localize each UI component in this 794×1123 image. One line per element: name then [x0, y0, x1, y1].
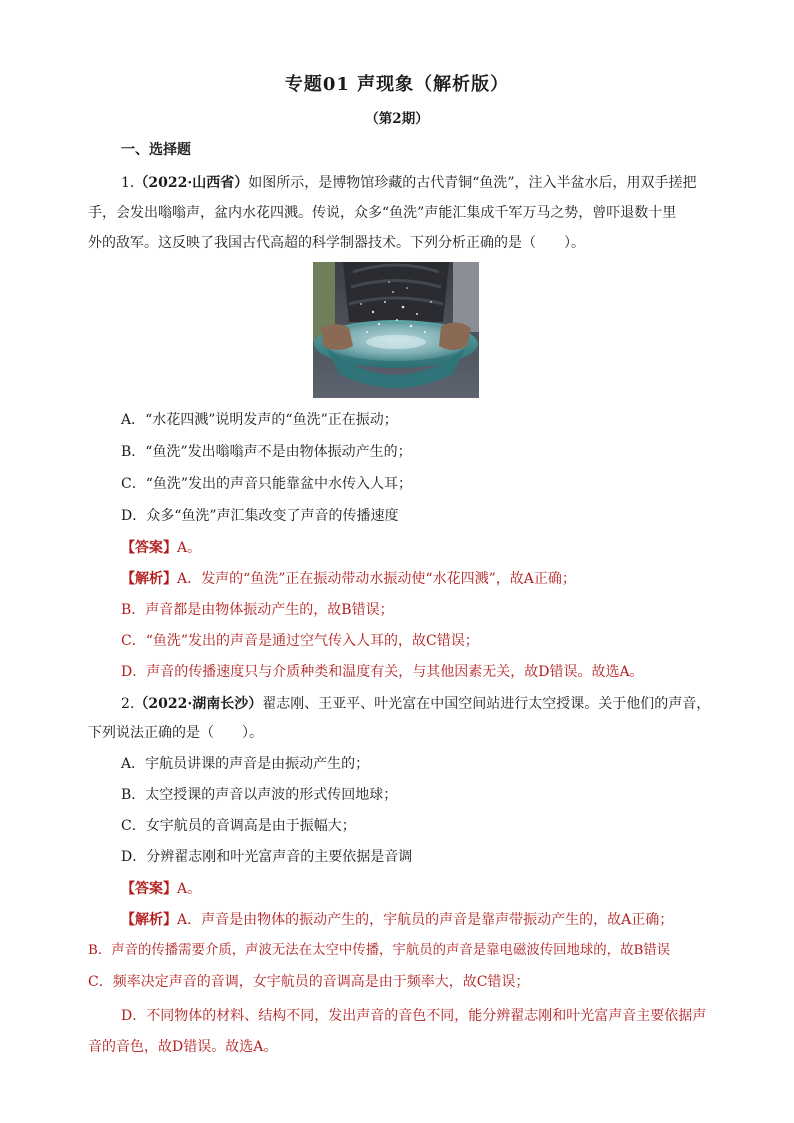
q1-analysis-label: 【解析】	[121, 571, 177, 587]
q2-analysis-line-5: 音的音色，故D错误。故选A。	[88, 1039, 278, 1055]
page-title: 专题01 声现象（解析版）	[284, 74, 510, 95]
q1-option-d: D．众多“鱼洗”声汇集改变了声音的传播速度	[121, 508, 399, 524]
q2-option-a: A．宇航员讲课的声音是由振动产生的；	[121, 756, 370, 772]
q1-analysis-line-4: D．声音的传播速度只与介质种类和温度有关，与其他因素无关，故D错误。故选A。	[121, 664, 644, 680]
q1-answer-label: 【答案】	[121, 540, 177, 556]
q1-number: 1.	[121, 175, 135, 191]
q1-stem-line-3: 外的敌军。这反映了我国古代高超的科学制器技术。下列分析正确的是（ ）。	[88, 235, 585, 251]
q2-analysis-line-3: C．频率决定声音的音调，女宇航员的音调高是由于频率大，故C错误；	[88, 974, 530, 990]
q2-analysis-line-4: D．不同物体的材料、结构不同，发出声音的音色不同，能分辨翟志刚和叶光富声音主要依据声	[121, 1008, 707, 1024]
section-heading: 一、选择题	[121, 142, 191, 158]
q2-stem-line-2: 下列说法正确的是（ ）。	[88, 725, 263, 741]
q2-source: （2022·湖南长沙）	[134, 696, 263, 712]
q1-option-c: C．“鱼洗”发出的声音只能靠盆中水传入人耳；	[121, 476, 413, 492]
q1-stem-text-1: 如图所示，是博物馆珍藏的古代青铜“鱼洗”，注入半盆水后，用双手搓把	[248, 175, 697, 191]
q1-option-b: B．“鱼洗”发出嗡嗡声不是由物体振动产生的；	[121, 444, 412, 460]
q1-answer	[121, 538, 201, 558]
q2-option-d: D．分辨翟志刚和叶光富声音的主要依据是音调	[121, 849, 413, 865]
q1-option-a: A．“水花四溅”说明发声的“鱼洗”正在振动；	[121, 412, 398, 428]
bronze-basin-photo	[313, 262, 479, 398]
q1-stem-line-2: 手，会发出嗡嗡声，盆内水花四溅。传说，众多“鱼洗”声能汇集成千军万马之势，曾吓退数十里	[88, 205, 677, 221]
q2-answer-value: A。	[177, 881, 202, 897]
q2-stem-line-1	[121, 694, 710, 714]
q2-analysis-line-2: B．声音的传播需要介质，声波无法在太空中传播，宇航员的声音是靠电磁波传回地球的，故B错误	[88, 943, 671, 958]
q2-analysis-label: 【解析】	[121, 912, 177, 928]
q1-analysis-text-1: A．发声的“鱼洗”正在振动带动水振动使“水花四溅”，故A正确；	[177, 571, 576, 587]
q2-option-b: B．太空授课的声音以声波的形式传回地球；	[121, 787, 398, 803]
page-subtitle: （第2期）	[365, 111, 429, 127]
q2-analysis-line-1	[121, 910, 673, 930]
q2-stem-text-1: 翟志刚、王亚平、叶光富在中国空间站进行太空授课。关于他们的声音，	[262, 696, 711, 712]
q2-number: 2.	[121, 696, 135, 712]
q1-analysis-line-1	[121, 569, 576, 589]
q1-analysis-line-3: C．“鱼洗”发出的声音是通过空气传入人耳的，故C错误；	[121, 633, 479, 649]
q2-answer	[121, 879, 201, 899]
q1-source: （2022·山西省）	[134, 175, 249, 191]
q2-analysis-text-1: A．声音是由物体的振动产生的，宇航员的声音是靠声带振动产生的，故A正确；	[177, 912, 674, 928]
q2-answer-label: 【答案】	[121, 881, 177, 897]
q2-option-c: C．女宇航员的音调高是由于振幅大；	[121, 818, 356, 834]
q1-answer-value: A。	[177, 540, 202, 556]
q1-stem-line-1	[121, 173, 697, 193]
q1-analysis-line-2: B．声音都是由物体振动产生的，故B错误；	[121, 602, 394, 618]
